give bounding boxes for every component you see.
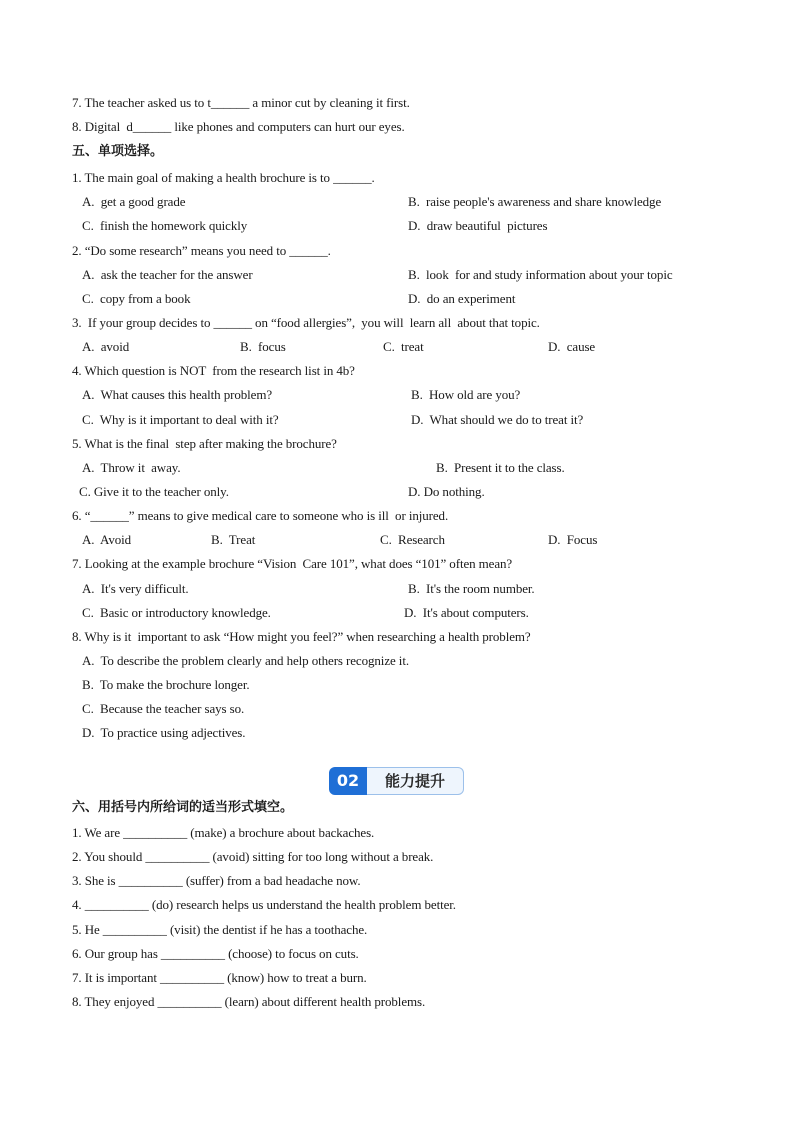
question-5-option-d[interactable]: D. Do nothing.	[408, 484, 485, 499]
word-form-item-5: 5. He __________ (visit) the dentist if he has a toothache.	[72, 922, 368, 937]
word-form-item-7: 7. It is important __________ (know) how to treat a burn.	[72, 970, 367, 985]
question-8-option-d[interactable]: D. To practice using adjectives.	[82, 725, 246, 740]
section-badge	[329, 767, 465, 795]
word-form-item-4: 4. __________ (do) research helps us understand the health problem better.	[72, 897, 456, 912]
question-3-stem: 3. If your group decides to ______ on “food allergies”, you will learn all about that topic.	[72, 315, 540, 330]
question-6-option-c[interactable]: C. Research	[380, 532, 445, 547]
question-1-option-d[interactable]: D. draw beautiful pictures	[408, 218, 548, 233]
question-3-option-c[interactable]: C. treat	[383, 339, 424, 354]
question-4-option-a[interactable]: A. What causes this health problem?	[82, 387, 273, 402]
section-6-heading: 六、用括号内所给词的适当形式填空。	[72, 800, 294, 815]
question-3-option-b[interactable]: B. focus	[240, 339, 286, 354]
question-2-option-c[interactable]: C. copy from a book	[82, 291, 191, 306]
question-1-option-a[interactable]: A. get a good grade	[82, 194, 186, 209]
question-8-option-a[interactable]: A. To describe the problem clearly and help others recognize it.	[82, 653, 409, 668]
section-badge-label: 能力提升	[367, 767, 464, 795]
word-form-item-2: 2. You should __________ (avoid) sitting for too long without a break.	[72, 849, 434, 864]
question-4-option-b[interactable]: B. How old are you?	[411, 387, 521, 402]
question-1-option-b[interactable]: B. raise people's awareness and share knowledge	[408, 194, 662, 209]
question-3-option-d[interactable]: D. cause	[548, 339, 596, 354]
word-form-item-6: 6. Our group has __________ (choose) to focus on cuts.	[72, 946, 359, 961]
question-5-option-a[interactable]: A. Throw it away.	[82, 460, 181, 475]
question-2-stem: 2. “Do some research” means you need to ______.	[72, 243, 331, 258]
question-3-option-a[interactable]: A. avoid	[82, 339, 130, 354]
question-6-stem: 6. “______” means to give medical care to someone who is ill or injured.	[72, 508, 449, 523]
question-5-stem: 5. What is the final step after making the brochure?	[72, 436, 337, 451]
question-4-option-c[interactable]: C. Why is it important to deal with it?	[82, 412, 279, 427]
section-badge-number: 02	[329, 767, 367, 795]
question-1-stem: 1. The main goal of making a health brochure is to ______.	[72, 170, 375, 185]
question-7-option-d[interactable]: D. It's about computers.	[404, 605, 529, 620]
question-5-option-c[interactable]: C. Give it to the teacher only.	[79, 484, 229, 499]
question-8-option-b[interactable]: B. To make the brochure longer.	[82, 677, 250, 692]
question-6-option-d[interactable]: D. Focus	[548, 532, 598, 547]
question-7-option-b[interactable]: B. It's the room number.	[408, 581, 535, 596]
question-4-stem: 4. Which question is NOT from the research list in 4b?	[72, 363, 355, 378]
question-5-option-b[interactable]: B. Present it to the class.	[436, 460, 565, 475]
question-2-option-a[interactable]: A. ask the teacher for the answer	[82, 267, 253, 282]
question-8-option-c[interactable]: C. Because the teacher says so.	[82, 701, 245, 716]
fill-in-item-7: 7. The teacher asked us to t______ a minor cut by cleaning it first.	[72, 95, 410, 110]
question-1-option-c[interactable]: C. finish the homework quickly	[82, 218, 248, 233]
word-form-item-3: 3. She is __________ (suffer) from a bad headache now.	[72, 873, 361, 888]
question-7-option-c[interactable]: C. Basic or introductory knowledge.	[82, 605, 271, 620]
question-2-option-b[interactable]: B. look for and study information about your topic	[408, 267, 673, 282]
question-7-option-a[interactable]: A. It's very difficult.	[82, 581, 189, 596]
word-form-item-1: 1. We are __________ (make) a brochure about backaches.	[72, 825, 375, 840]
fill-in-item-8: 8. Digital d______ like phones and computers can hurt our eyes.	[72, 119, 405, 134]
question-6-option-b[interactable]: B. Treat	[211, 532, 256, 547]
section-5-heading: 五、单项选择。	[72, 144, 164, 159]
question-8-stem: 8. Why is it important to ask “How might you feel?” when researching a health problem?	[72, 629, 531, 644]
question-2-option-d[interactable]: D. do an experiment	[408, 291, 516, 306]
question-4-option-d[interactable]: D. What should we do to treat it?	[411, 412, 584, 427]
question-7-stem: 7. Looking at the example brochure “Vision Care 101”, what does “101” often mean?	[72, 556, 513, 571]
word-form-item-8: 8. They enjoyed __________ (learn) about different health problems.	[72, 994, 426, 1009]
question-6-option-a[interactable]: A. Avoid	[82, 532, 132, 547]
